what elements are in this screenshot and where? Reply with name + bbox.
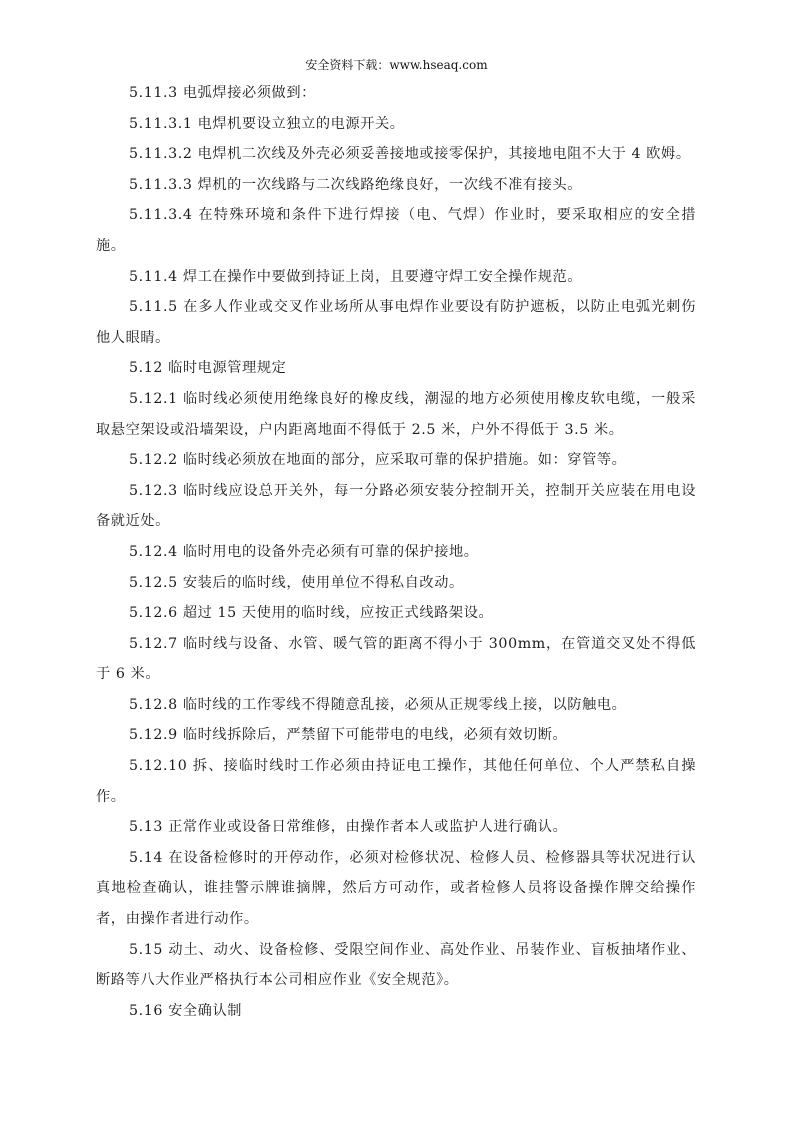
paragraph-5-11-3-4: 5.11.3.4 在特殊环境和条件下进行焊接（电、气焊）作业时，要采取相应的安全措施。 <box>96 207 696 254</box>
section-heading-5-16: 5.16 安全确认制 <box>129 1002 243 1019</box>
paragraph-5-12-9: 5.12.9 临时线拆除后，严禁留下可能带电的电线，必须有效切断。 <box>129 727 568 744</box>
paragraph-5-11-3-2: 5.11.3.2 电焊机二次线及外壳必须妥善接地或接零保护，其接地电阻不大于 4 欧姆。 <box>129 146 691 163</box>
page-header: 安全资料下载：www.hseaq.com <box>305 58 488 72</box>
paragraph-5-11-4: 5.11.4 焊工在操作中要做到持证上岗，且要遵守焊工安全操作规范。 <box>129 268 583 285</box>
paragraph-5-12-7: 5.12.7 临时线与设备、水管、暖气管的距离不得小于 300mm，在管道交叉处不得低于 6 米。 <box>96 635 696 683</box>
paragraph-5-14: 5.14 在设备检修时的开停动作，必须对检修状况、检修人员、检修器具等状况进行认真地检查确认，谁挂警示牌谁摘牌，然后方可动作，或者检修人员将设备操作牌交给操作者，由操作者进行动作。 <box>96 849 696 928</box>
paragraph-5-12-4: 5.12.4 临时用电的设备外壳必须有可靠的保护接地。 <box>129 543 479 560</box>
paragraph-5-11-5: 5.11.5 在多人作业或交叉作业场所从事电焊作业要设有防护遮板，以防止电弧光刺伤他人眼睛。 <box>96 299 696 346</box>
paragraph-5-11-3-3: 5.11.3.3 焊机的一次线路与二次线路绝缘良好，一次线不准有接头。 <box>129 176 583 193</box>
paragraph-5-12-6: 5.12.6 超过 15 天使用的临时线，应按正式线路架设。 <box>129 605 494 622</box>
paragraph-5-12-2: 5.12.2 临时线必须放在地面的部分，应采取可靠的保护措施。如：穿管等。 <box>129 452 627 469</box>
paragraph-5-15: 5.15 动土、动火、设备检修、受限空间作业、高处作业、吊装作业、盲板抽堵作业、断路等八大作业严格执行本公司相应作业《安全规范》。 <box>96 941 696 989</box>
paragraph-5-12-10: 5.12.10 拆、接临时线时工作必须由持证电工操作，其他任何单位、个人严禁私自操作。 <box>96 758 696 805</box>
paragraph-5-12-1: 5.12.1 临时线必须使用绝缘良好的橡皮线，潮湿的地方必须使用橡皮软电缆，一般采取悬空架设或沿墙架设，户内距离地面不得低于 2.5 米，户外不得低于 3.5 米。 <box>96 390 696 438</box>
paragraph-5-11-3: 5.11.3 电弧焊接必须做到： <box>129 85 316 101</box>
paragraph-5-12-5: 5.12.5 安装后的临时线，使用单位不得私自改动。 <box>129 574 464 591</box>
paragraph-5-12-8: 5.12.8 临时线的工作零线不得随意乱接，必须从正规零线上接，以防触电。 <box>129 696 627 713</box>
document-body <box>96 78 696 1026</box>
paragraph-5-12-3: 5.12.3 临时线应设总开关外，每一分路必须安装分控制开关，控制开关应装在用电设备就近处。 <box>96 482 696 530</box>
section-heading-5-12: 5.12 临时电源管理规定 <box>129 360 287 377</box>
paragraph-5-13: 5.13 正常作业或设备日常维修，由操作者本人或监护人进行确认。 <box>129 819 568 836</box>
paragraph-5-11-3-1: 5.11.3.1 电焊机要设立独立的电源开关。 <box>129 115 405 132</box>
